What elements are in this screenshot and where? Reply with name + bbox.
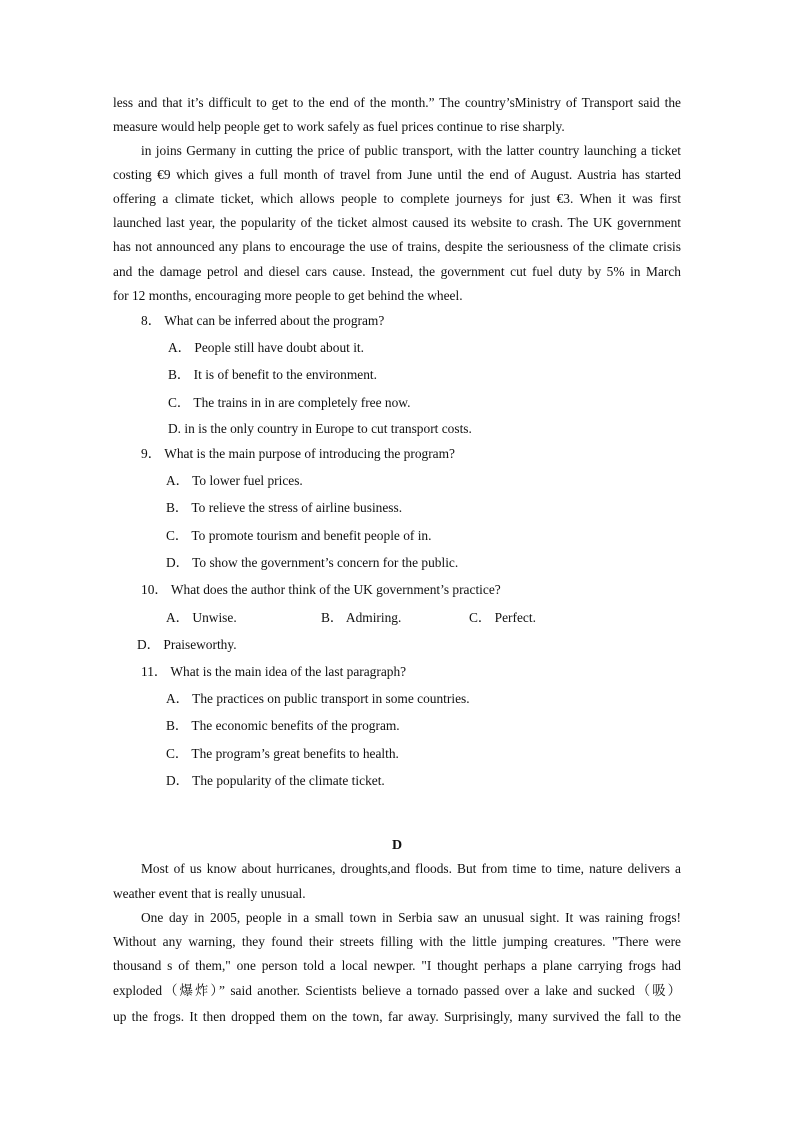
answer-option[interactable]: C． To promote tourism and benefit people of in. [166, 528, 432, 543]
answer-option[interactable]: A． The practices on public transport in some countries. [166, 691, 470, 706]
passage-line: and the damage petrol and diesel cars cause. Instead, the government cut fuel duty by 5% in March [113, 264, 681, 279]
answer-option[interactable]: D. in is the only country in Europe to cut transport costs. [168, 421, 472, 436]
passage-line: has not announced any plans to encourage the use of trains, despite the seriousness of the climate crisis [113, 239, 681, 254]
passage-line: in joins Germany in cutting the price of public transport, with the latter country launching a ticket [141, 143, 681, 158]
passage-line: Most of us know about hurricanes, droughts,and floods. But from time to time, nature delivers a [141, 861, 681, 876]
question-stem: 8． What can be inferred about the program? [141, 313, 385, 328]
section-heading: D [391, 838, 403, 853]
passage-line: up the frogs. It then dropped them on the town, far away. Surprisingly, many survived the fall to the [113, 1009, 681, 1024]
answer-option[interactable]: A． To lower fuel prices. [166, 473, 303, 488]
answer-option[interactable]: B． It is of benefit to the environment. [168, 367, 377, 382]
answer-option[interactable]: B． Admiring. [321, 610, 402, 625]
answer-option[interactable]: A． Unwise. [166, 610, 237, 625]
answer-option[interactable]: D． The popularity of the climate ticket. [166, 773, 385, 788]
passage-line: costing €9 which gives a full month of travel from June until the end of August. Austria has started [113, 167, 681, 182]
answer-option[interactable]: A． People still have doubt about it. [168, 340, 365, 355]
passage-line: exploded（爆炸）” said another. Scientists believe a tornado passed over a lake and sucked（吸） [113, 983, 681, 998]
passage-line: One day in 2005, people in a small town in Serbia saw an unusual sight. It was raining frogs! [141, 910, 681, 925]
answer-option[interactable]: B． To relieve the stress of airline business. [166, 500, 403, 515]
answer-option[interactable]: B． The economic benefits of the program. [166, 718, 400, 733]
answer-option[interactable]: C． Perfect. [469, 610, 536, 625]
passage-line: offering a climate ticket, which allows people to complete journeys for just €3. When it was first [113, 191, 681, 206]
passage-line: launched last year, the popularity of the ticket almost caused its website to crash. The UK government [113, 215, 681, 230]
answer-option[interactable]: D． To show the government’s concern for the public. [166, 555, 459, 570]
answer-option[interactable]: C． The trains in in are completely free now. [168, 395, 411, 410]
passage-line: thousand s of them," one person told a local newper. "I thought perhaps a plane carrying frogs had [113, 958, 681, 973]
passage-line: Without any warning, they found their streets filling with the little jumping creatures. "There were [113, 934, 681, 949]
passage-line: for 12 months, encouraging more people to get behind the wheel. [113, 288, 463, 303]
passage-line: less and that it’s difficult to get to the end of the month.” The country’sMinistry of Transport said the [113, 95, 681, 110]
passage-line: measure would help people get to work safely as fuel prices continue to rise sharply. [113, 119, 565, 134]
answer-option[interactable]: D． Praiseworthy. [137, 637, 237, 652]
question-stem: 9． What is the main purpose of introducing the program? [141, 446, 455, 461]
question-stem: 10． What does the author think of the UK government’s practice? [141, 582, 501, 597]
answer-option[interactable]: C． The program’s great benefits to health. [166, 746, 399, 761]
question-stem: 11． What is the main idea of the last paragraph? [141, 664, 407, 679]
passage-line: weather event that is really unusual. [113, 886, 306, 901]
